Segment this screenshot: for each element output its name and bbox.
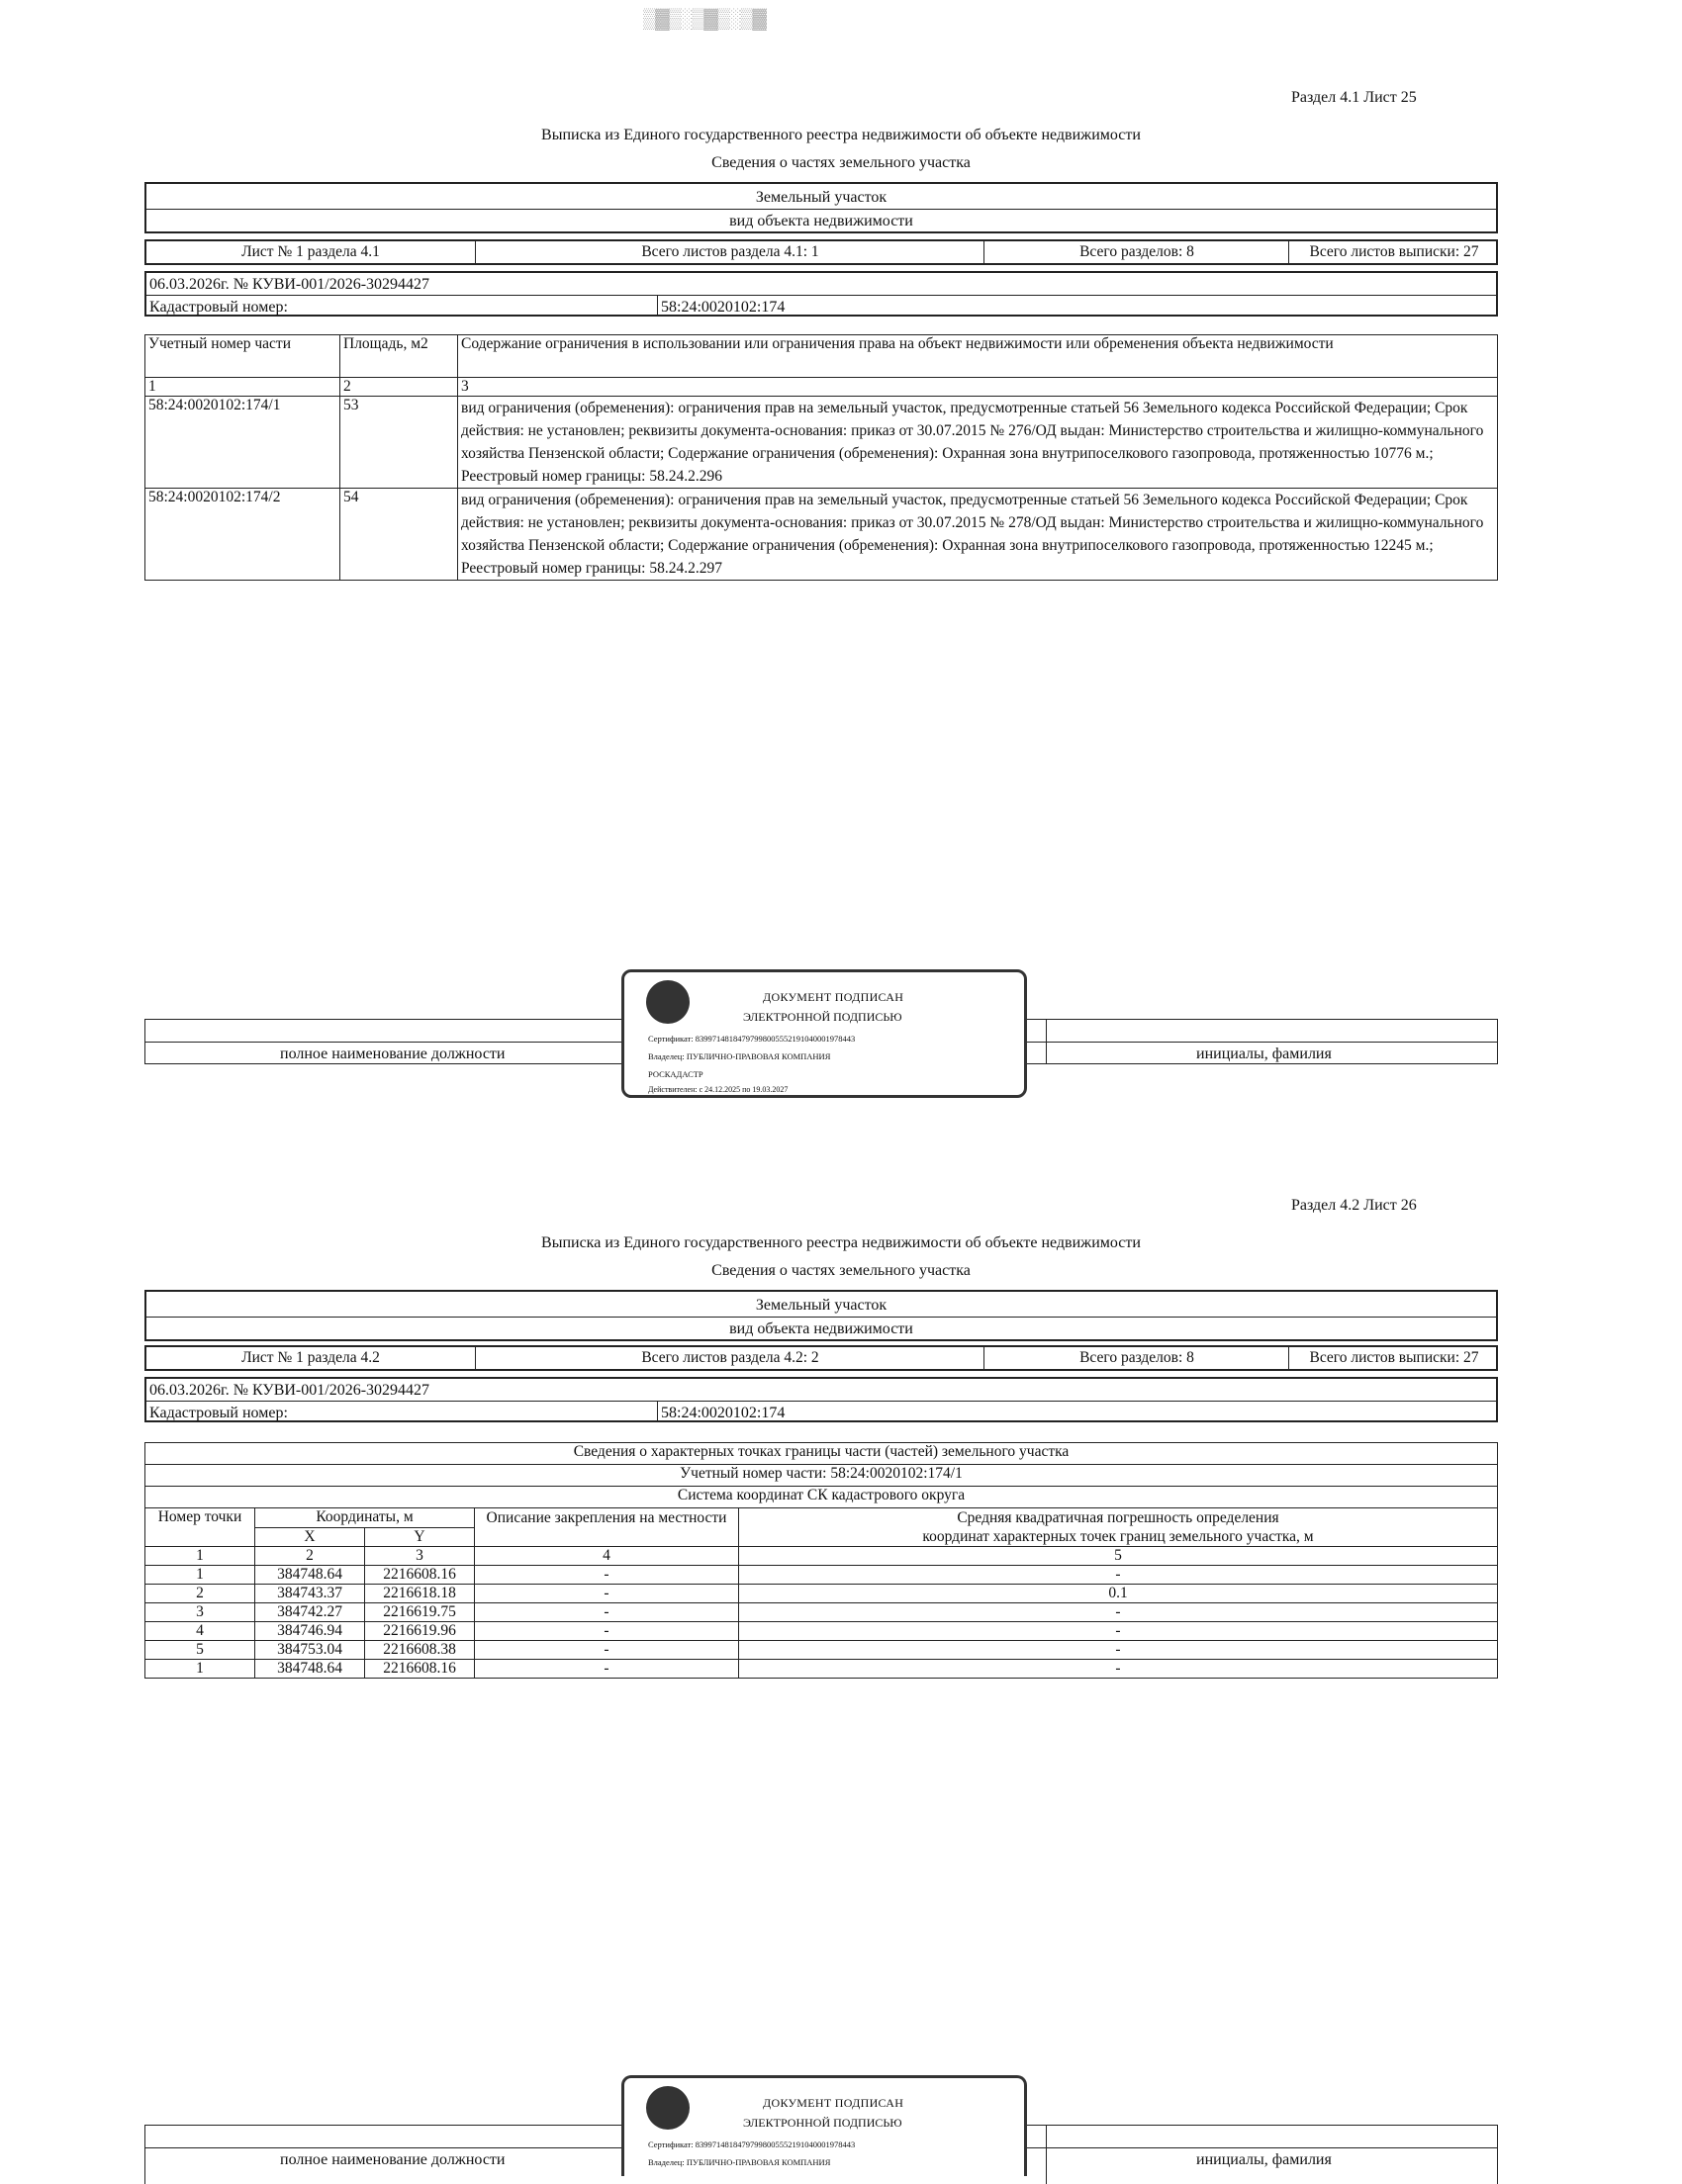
col-num-1: 1	[145, 1547, 255, 1566]
point-number: 3	[145, 1603, 255, 1622]
document-title: Выписка из Единого государственного реестра недвижимости об объекте недвижимости	[541, 1234, 1141, 1251]
cadastral-label: Кадастровый номер:	[149, 299, 288, 316]
point-x: 384748.64	[255, 1660, 365, 1679]
header-part-number: Учетный номер части	[145, 335, 340, 378]
point-desc: -	[475, 1641, 739, 1660]
object-type: Земельный участок	[755, 189, 888, 206]
part-area: 54	[340, 489, 458, 581]
section-sheets-total: Всего листов раздела 4.2: 2	[477, 1347, 984, 1369]
col-num-1: 1	[145, 378, 340, 397]
point-error: -	[739, 1622, 1498, 1641]
point-desc: -	[475, 1585, 739, 1603]
table-row	[145, 1641, 1498, 1660]
col-num-3: 3	[365, 1547, 475, 1566]
stamp-cert: Сертификат: 83997148184797998005552191040001978443	[648, 1034, 856, 1044]
table-row	[145, 1622, 1498, 1641]
sheet-number: Лист № 1 раздела 4.1	[146, 241, 476, 263]
table-row	[145, 1566, 1498, 1585]
parts-table	[144, 334, 1498, 581]
point-x: 384748.64	[255, 1566, 365, 1585]
stamp-line2: ЭЛЕКТРОННОЙ ПОДПИСЬЮ	[743, 2116, 902, 2130]
points-table	[144, 1442, 1498, 1679]
part-number: 58:24:0020102:174/2	[145, 489, 340, 581]
cadastral-number: 58:24:0020102:174	[661, 299, 786, 316]
col-num-2: 2	[340, 378, 458, 397]
table-row	[145, 1660, 1498, 1679]
stamp-valid: Действителен: с 24.12.2025 по 19.03.2027	[648, 1085, 789, 1094]
stamp-cert: Сертификат: 83997148184797998005552191040001978443	[648, 2139, 856, 2149]
point-number: 4	[145, 1622, 255, 1641]
point-x: 384746.94	[255, 1622, 365, 1641]
col-num-5: 5	[739, 1547, 1498, 1566]
part-number-row: Учетный номер части: 58:24:0020102:174/1	[145, 1465, 1498, 1487]
e-signature-stamp	[621, 969, 1027, 1098]
col-num-2: 2	[255, 1547, 365, 1566]
point-error: -	[739, 1566, 1498, 1585]
doc-info-box	[144, 1377, 1498, 1422]
cadastral-label: Кадастровый номер:	[149, 1405, 288, 1421]
point-error: -	[739, 1641, 1498, 1660]
point-x: 384753.04	[255, 1641, 365, 1660]
point-y: 2216619.75	[365, 1603, 475, 1622]
header-point-number: Номер точки	[145, 1508, 255, 1547]
point-desc: -	[475, 1566, 739, 1585]
part-content: вид ограничения (обременения): ограничения прав на земельный участок, предусмотренные статьей 56 Земельного кодекса Российской Федерации; Срок действия: не установлен; реквизиты документа-основания: приказ от 30.07.2015 № 278/ОД выдан: Министерство строительства и жилищно-коммунального хозяйства Пензенской области; Содержание ограничения (обременения): Охранная зона внутрипоселкового газопровода, протяженностью 12245 м.; Реестровый номер границы: 58.24.2.297	[458, 489, 1498, 581]
e-signature-stamp	[621, 2075, 1027, 2176]
points-table-title: Сведения о характерных точках границы части (частей) земельного участка	[145, 1443, 1498, 1465]
object-type-caption: вид объекта недвижимости	[729, 1320, 913, 1337]
point-desc: -	[475, 1603, 739, 1622]
point-desc: -	[475, 1660, 739, 1679]
point-y: 2216608.16	[365, 1566, 475, 1585]
object-type-box	[144, 182, 1498, 233]
point-number: 1	[145, 1660, 255, 1679]
object-type-box	[144, 1290, 1498, 1341]
page-label: Раздел 4.2 Лист 26	[1291, 1197, 1417, 1214]
sheet-number: Лист № 1 раздела 4.2	[146, 1347, 476, 1369]
point-number: 5	[145, 1641, 255, 1660]
header-error-line1: Средняя квадратичная погрешность определения	[957, 1509, 1279, 1526]
table-row	[145, 397, 1498, 489]
part-number: 58:24:0020102:174/1	[145, 397, 340, 489]
header-y: Y	[365, 1527, 475, 1547]
stamp-line2: ЭЛЕКТРОННОЙ ПОДПИСЬЮ	[743, 1010, 902, 1024]
header-x: X	[255, 1527, 365, 1547]
sheet-info-row	[144, 239, 1498, 265]
header-error-line2: координат характерных точек границ земельного участка, м	[922, 1528, 1314, 1545]
document-subtitle: Сведения о частях земельного участка	[711, 154, 971, 171]
point-number: 2	[145, 1585, 255, 1603]
table-row	[145, 1603, 1498, 1622]
coord-system-row: Система координат СК кадастрового округа	[145, 1487, 1498, 1508]
object-type: Земельный участок	[755, 1297, 888, 1314]
point-y: 2216608.38	[365, 1641, 475, 1660]
stamp-owner: Владелец: ПУБЛИЧНО-ПРАВОВАЯ КОМПАНИЯ	[648, 2157, 831, 2167]
table-row	[145, 489, 1498, 581]
sections-total: Всего разделов: 8	[985, 241, 1289, 263]
document-subtitle: Сведения о частях земельного участка	[711, 1262, 971, 1279]
col-num-3: 3	[458, 378, 1498, 397]
rosreestr-logo-icon	[646, 980, 690, 1024]
section-sheets-total: Всего листов раздела 4.1: 1	[477, 241, 984, 263]
sections-total: Всего разделов: 8	[985, 1347, 1289, 1369]
stamp-owner: Владелец: ПУБЛИЧНО-ПРАВОВАЯ КОМПАНИЯ	[648, 1051, 831, 1061]
point-y: 2216619.96	[365, 1622, 475, 1641]
point-desc: -	[475, 1622, 739, 1641]
point-error: -	[739, 1603, 1498, 1622]
header-error	[739, 1508, 1498, 1547]
position-caption: полное наименование должности	[280, 1046, 506, 1062]
point-y: 2216608.16	[365, 1660, 475, 1679]
point-error: 0.1	[739, 1585, 1498, 1603]
header-area: Площадь, м2	[340, 335, 458, 378]
doc-number: 06.03.2026г. № КУВИ-001/2026-30294427	[149, 276, 430, 293]
point-error: -	[739, 1660, 1498, 1679]
part-area: 53	[340, 397, 458, 489]
stamp-line1: ДОКУМЕНТ ПОДПИСАН	[763, 2096, 904, 2110]
header-content: Содержание ограничения в использовании или ограничения права на объект недвижимости или обременения объекта недвижимости	[458, 335, 1498, 378]
name-caption: инициалы, фамилия	[1196, 2151, 1332, 2168]
extract-sheets-total: Всего листов выписки: 27	[1309, 243, 1479, 260]
rosreestr-logo-icon	[646, 2086, 690, 2130]
header-coords: Координаты, м	[255, 1508, 475, 1528]
scan-artifact: ▒▓▒░▒▓▒░▒▓	[643, 8, 765, 30]
extract-sheets-total: Всего листов выписки: 27	[1309, 1349, 1479, 1366]
doc-info-box	[144, 271, 1498, 317]
col-num-4: 4	[475, 1547, 739, 1566]
object-type-caption: вид объекта недвижимости	[729, 213, 913, 229]
position-caption: полное наименование должности	[280, 2151, 506, 2168]
part-content: вид ограничения (обременения): ограничения прав на земельный участок, предусмотренные статьей 56 Земельного кодекса Российской Федерации; Срок действия: не установлен; реквизиты документа-основания: приказ от 30.07.2015 № 276/ОД выдан: Министерство строительства и жилищно-коммунального хозяйства Пензенской области; Содержание ограничения (обременения): Охранная зона внутрипоселкового газопровода, протяженностью 10776 м.; Реестровый номер границы: 58.24.2.296	[458, 397, 1498, 489]
point-y: 2216618.18	[365, 1585, 475, 1603]
table-row	[145, 1585, 1498, 1603]
name-caption: инициалы, фамилия	[1196, 1046, 1332, 1062]
cadastral-number: 58:24:0020102:174	[661, 1405, 786, 1421]
header-description: Описание закрепления на местности	[475, 1508, 739, 1547]
point-x: 384743.37	[255, 1585, 365, 1603]
point-number: 1	[145, 1566, 255, 1585]
stamp-line1: ДОКУМЕНТ ПОДПИСАН	[763, 990, 904, 1004]
doc-number: 06.03.2026г. № КУВИ-001/2026-30294427	[149, 1382, 430, 1399]
point-x: 384742.27	[255, 1603, 365, 1622]
page-label: Раздел 4.1 Лист 25	[1291, 89, 1417, 106]
stamp-owner2: РОСКАДАСТР	[648, 1069, 703, 1079]
sheet-info-row	[144, 1345, 1498, 1371]
document-title: Выписка из Единого государственного реестра недвижимости об объекте недвижимости	[541, 127, 1141, 143]
